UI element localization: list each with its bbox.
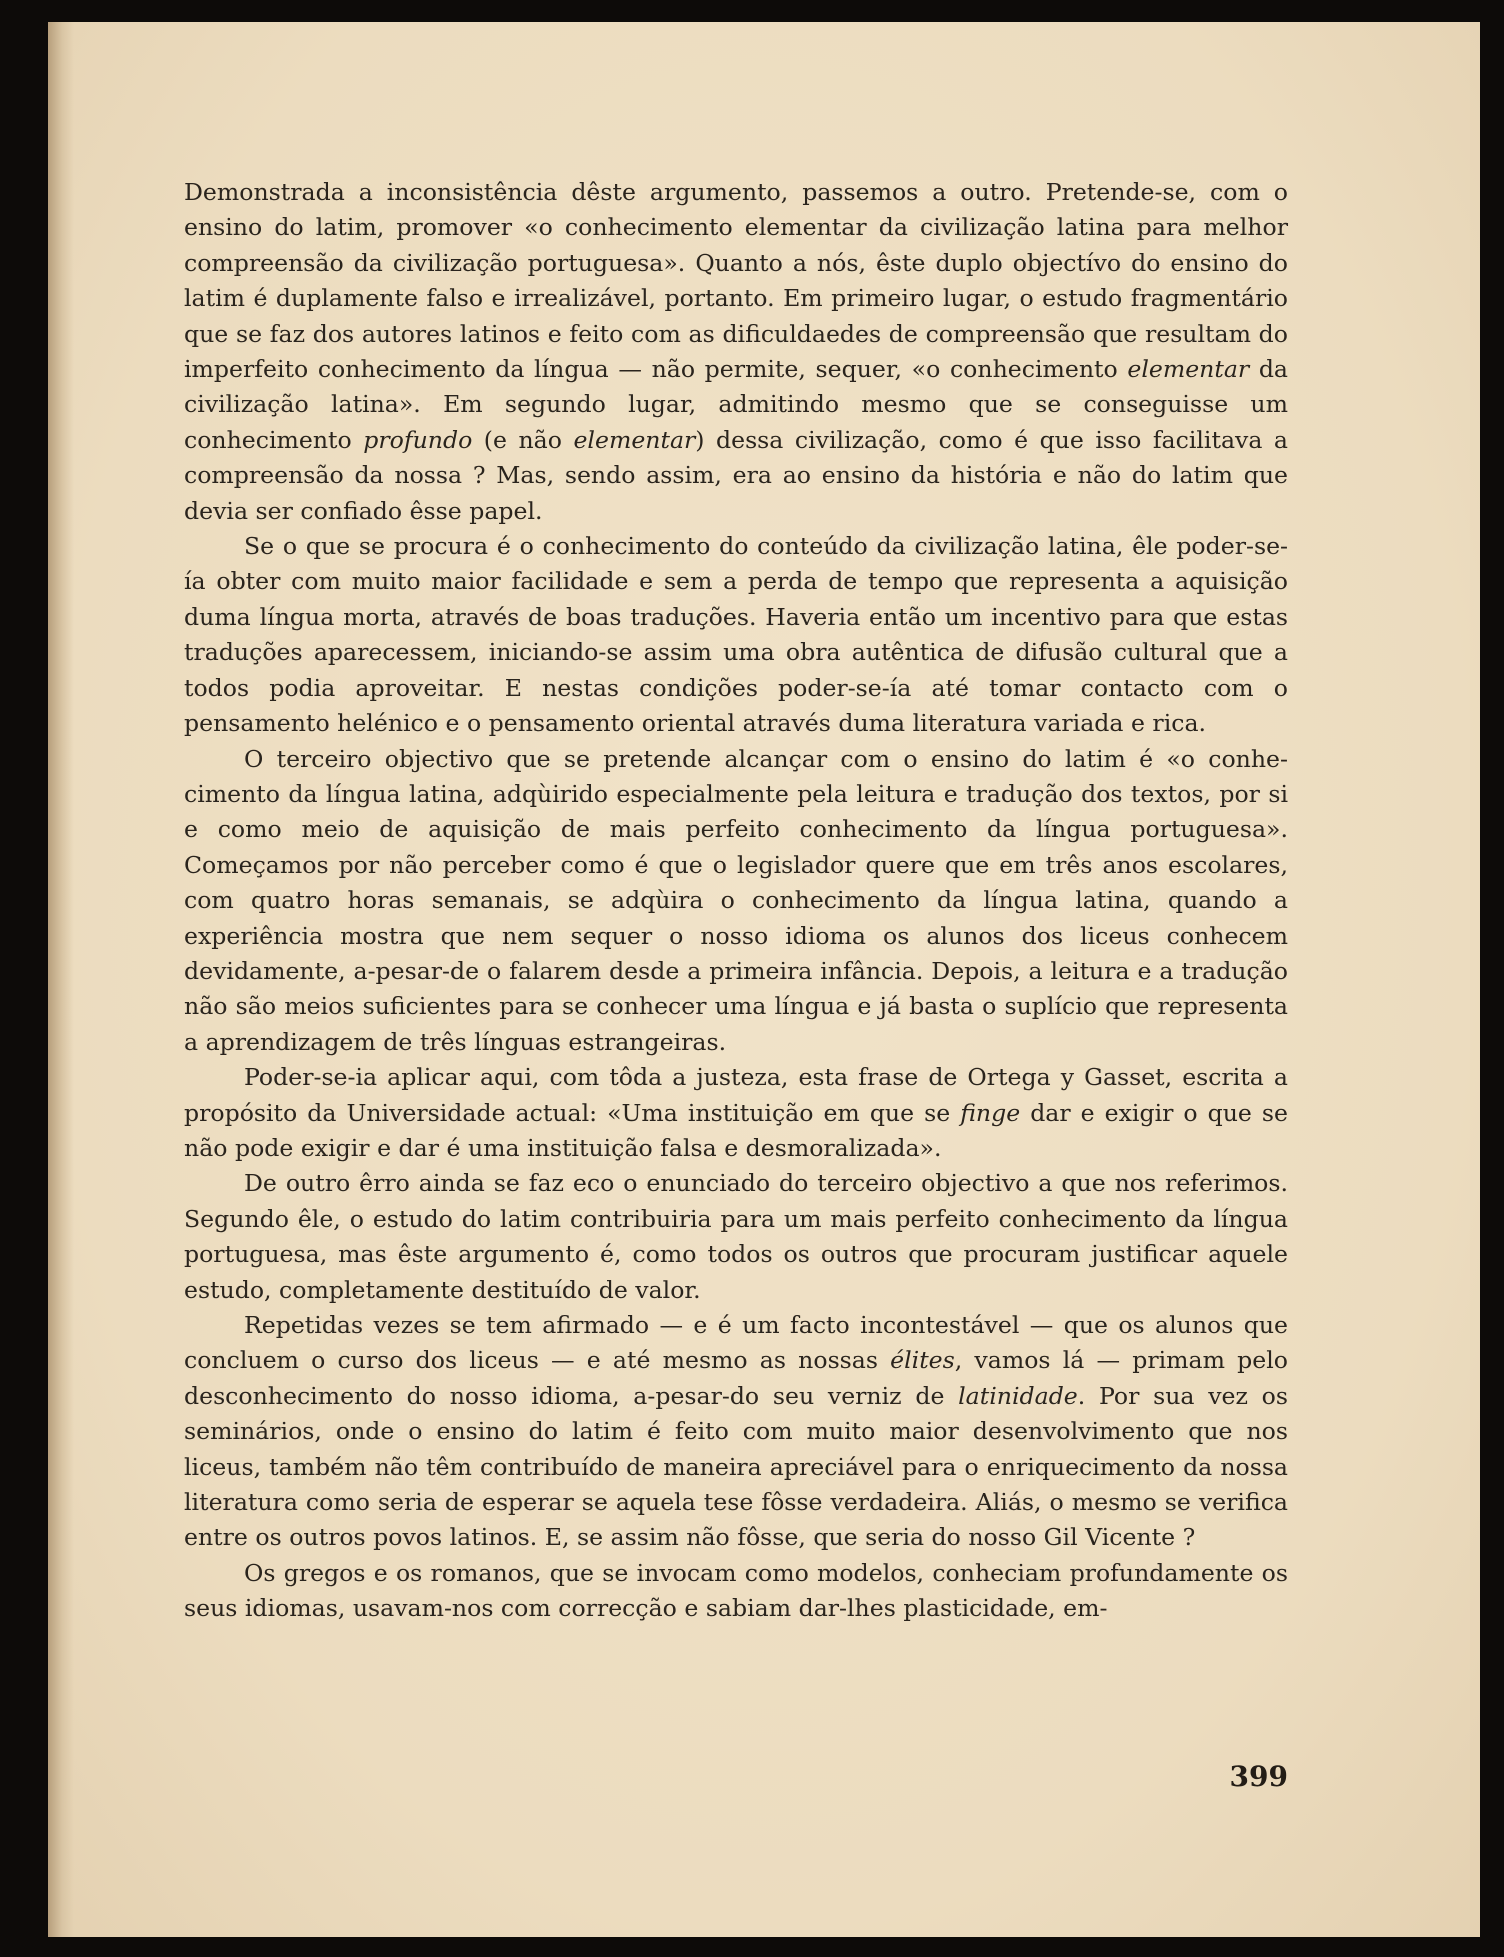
text-run: Poder-se-ia aplicar aqui, com tôda a justeza, esta frase de Ortega y Gasset, escrita a propósito da Universidade actual: «Uma instituição em que se (184, 1063, 1288, 1127)
paragraph (184, 1556, 1288, 1627)
text-run: da civilização latina». Em segundo lugar, admitindo mesmo que se conseguisse um conhecimento (184, 355, 1288, 454)
text-run: ) dessa civilização, como é que isso facilitava a compreensão da nossa ? Mas, sendo assim, era ao ensino da história e não do latim que devia ser confiado êsse papel. (184, 425, 1288, 525)
paragraph (184, 742, 1288, 1061)
body-text (184, 175, 1288, 1627)
text-run: De outro êrro ainda se faz eco o enunciado do terceiro objectivo a que nos referimos. Segundo êle, o estudo do latim contribuiria para um mais perfeito conhecimento da língua portuguesa, mas êste argumento é, como todos os outros que procuram justificar aquele estudo, completamente destituído de valor. (184, 1169, 1288, 1304)
book-page (48, 22, 1480, 1937)
italic-text: élites (890, 1346, 955, 1375)
paragraph (184, 1308, 1288, 1556)
paragraph (184, 529, 1288, 741)
text-run: , vamos lá — primam pelo desconhecimento do nosso idioma, a-pesar-do seu verniz de (184, 1346, 1288, 1410)
italic-text: profundo (363, 425, 473, 454)
paragraph (184, 175, 1288, 529)
page-gutter-shadow (48, 22, 74, 1937)
italic-text: elementar (1127, 355, 1250, 384)
paragraph (184, 1166, 1288, 1308)
paragraph (184, 1060, 1288, 1166)
italic-text: latinidade (958, 1381, 1078, 1410)
text-run: (e não (472, 425, 574, 454)
italic-text: elementar (573, 425, 696, 454)
text-run: Os gregos e os romanos, que se invocam como modelos, conheciam profundamente os seus idiomas, usavam-nos com correcção e sabiam dar-lhes plasticidade, em- (184, 1558, 1288, 1623)
text-run: . Por sua vez os seminários, onde o ensino do latim é feito com muito maior desenvolvimento que nos liceus, também não têm contribuído de maneira apreciável para o enriquecimento da nossa literatura como seria de esperar se aquela tese fôsse verdadeira. Aliás, o mesmo se verifica entre os outros povos latinos. E, se assim não fôsse, que seria do nosso Gil Vicente ? (184, 1381, 1288, 1552)
text-run: O terceiro objectivo que se pretende alcançar com o ensino do latim é «o conhecimento da língua latina, adqùirido especialmente pela leitura e tradução dos textos, por si e como meio de aquisição de mais perfeito conhecimento da língua portuguesa». Começamos por não perceber como é que o legislador quere que em três anos escolares, com quatro horas semanais, se adqùira o conhecimento da língua latina, quando a experiência mostra que nem sequer o nosso idioma os alunos dos liceus conhecem devidamente, a-pesar-de o falarem desde a primeira infância. Depois, a leitura e a tradução não são meios suficientes para se conhecer uma língua e já basta o suplício que representa a aprendizagem de três línguas estrangeiras. (184, 744, 1288, 1056)
text-run: Demonstrada a inconsistência dêste argumento, passemos a outro. Pretende-se, com o ensino do latim, promover «o conhecimento elementar da civilização latina para melhor compreensão da civilização portuguesa». Quanto a nós, êste duplo objectívo do ensino do latim é duplamente falso e irrealizável, portanto. Em primeiro lugar, o estudo fragmentário que se faz dos autores latinos e feito com as dificuldaedes de compreensão que resultam do imperfeito conhecimento da língua — não permite, sequer, «o conhecimento (184, 178, 1288, 384)
page-number: 399 (1229, 1760, 1288, 1793)
italic-text: finge (960, 1098, 1021, 1127)
text-run: dar e exigir o que se não pode exigir e dar é uma instituição falsa e desmoralizada». (184, 1098, 1288, 1162)
text-run: Repetidas vezes se tem afirmado — e é um facto incontestável — que os alunos que concluem o curso dos liceus — e até mesmo as nossas (184, 1311, 1288, 1375)
text-run: Se o que se procura é o conhecimento do conteúdo da civilização latina, êle poder-se-ía obter com muito maior facilidade e sem a perda de tempo que representa a aquisição duma língua morta, através de boas traduções. Haveria então um incentivo para que estas traduções aparecessem, iniciando-se assim uma obra autêntica de difusão cultural que a todos podia aproveitar. E nestas condições poder-se-ía até tomar contacto com o pensamento helénico e o pensamento oriental através duma literatura variada e rica. (184, 532, 1288, 738)
